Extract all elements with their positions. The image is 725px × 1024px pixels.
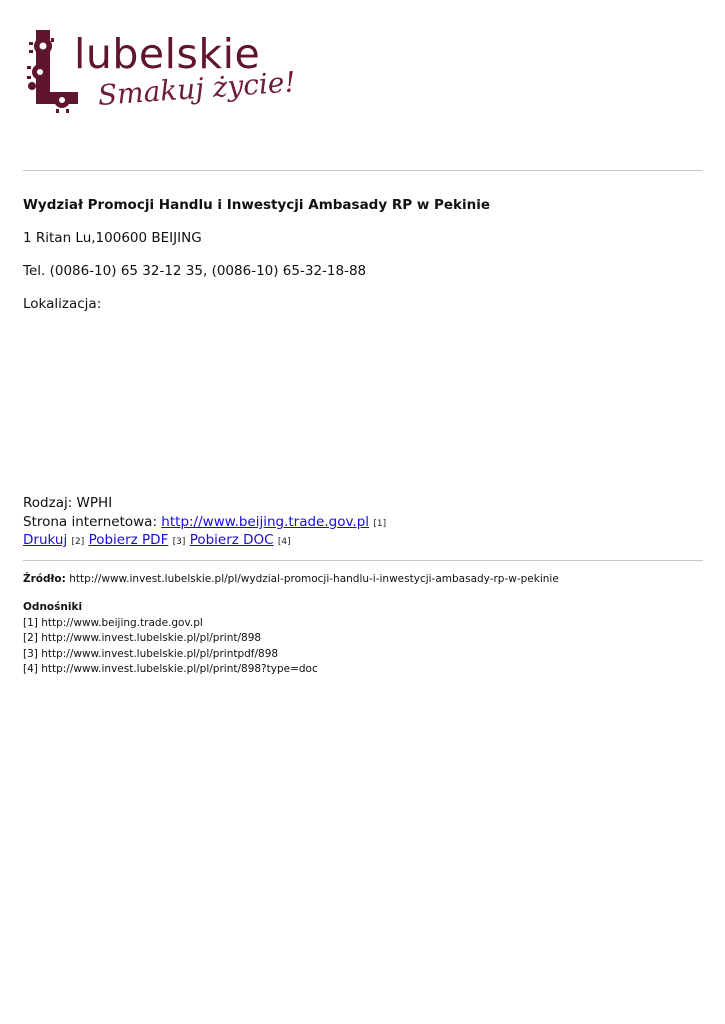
print-link[interactable]: Drukuj	[23, 532, 68, 548]
address-text: 1 Ritan Lu,100600 BEIJING	[23, 230, 202, 246]
reference-item: [2] http://www.invest.lubelskie.pl/pl/print/898	[23, 632, 262, 644]
pdf-ref: [3]	[172, 537, 186, 547]
logo-tagline: Smakuj życie!	[96, 65, 297, 112]
reference-item: [3] http://www.invest.lubelskie.pl/pl/printpdf/898	[23, 647, 279, 660]
download-pdf-link[interactable]: Pobierz PDF	[88, 532, 169, 548]
website-label: Strona internetowa:	[23, 514, 162, 530]
source-url: http://www.invest.lubelskie.pl/pl/wydzial-promocji-handlu-i-inwestycji-ambasady-rp-w-pekinie	[69, 573, 559, 585]
reference-item: [1] http://www.beijing.trade.gov.pl	[23, 616, 203, 629]
source-label: Źródło:	[23, 573, 66, 585]
source-divider	[23, 560, 703, 561]
download-doc-link[interactable]: Pobierz DOC	[189, 532, 274, 548]
actions-row	[23, 532, 291, 551]
website-ref: [1]	[373, 519, 387, 529]
website-row	[23, 514, 386, 533]
page-title: Wydział Promocji Handlu i Inwestycji Ambasady RP w Pekinie	[23, 197, 491, 213]
reference-item: [4] http://www.invest.lubelskie.pl/pl/print/898?type=doc	[23, 663, 318, 675]
references-title: Odnośniki	[23, 601, 83, 613]
doc-ref: [4]	[277, 537, 291, 547]
logo	[26, 26, 297, 126]
source-line	[23, 572, 559, 586]
header-divider	[23, 170, 703, 171]
type-text: Rodzaj: WPHI	[23, 495, 113, 511]
location-label: Lokalizacja:	[23, 296, 102, 312]
phone-text: Tel. (0086-10) 65 32-12 35, (0086-10) 65-32-18-88	[23, 263, 367, 279]
website-link[interactable]: http://www.beijing.trade.gov.pl	[161, 514, 370, 530]
print-ref: [2]	[71, 537, 85, 547]
logo-wordmark: lubelskie	[74, 30, 261, 78]
references-section	[23, 600, 318, 678]
